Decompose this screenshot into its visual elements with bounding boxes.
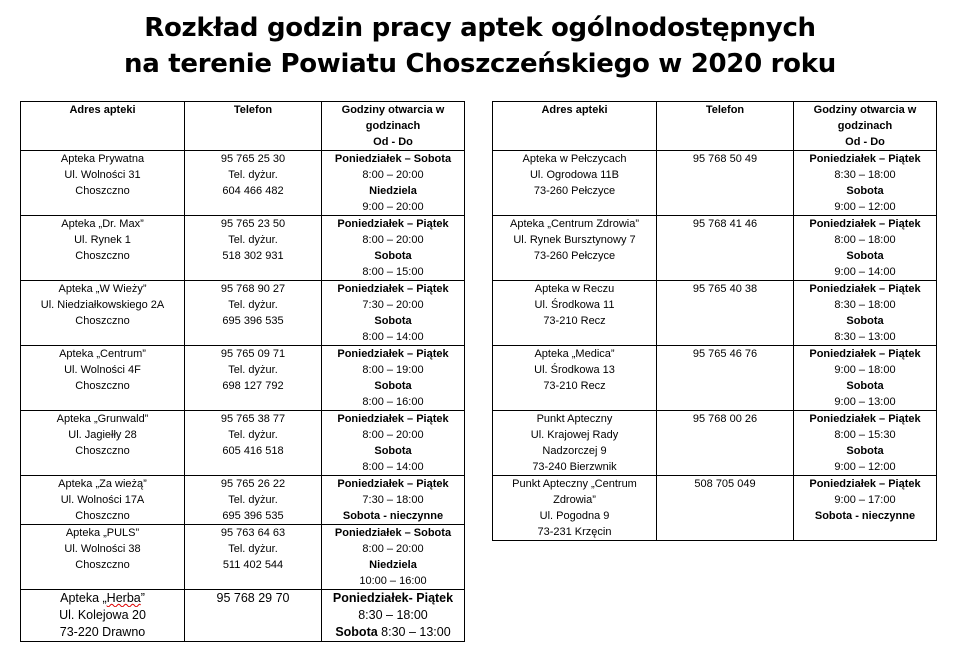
pharmacy-address [21,346,185,411]
hours-line: 8:30 – 18:00 [358,608,428,622]
table-row [21,525,465,590]
address-line: Apteka „Herba” [60,591,145,605]
pharmacy-hours [322,411,465,476]
pharmacy-phone [185,151,322,216]
pharmacy-phone [185,346,322,411]
hours-line: Poniedziałek – Piątek [809,348,921,360]
table-row [21,590,465,642]
address-line: 73-210 Recz [543,315,606,327]
table-row [493,281,937,346]
pharmacy-hours [794,216,937,281]
pharmacy-table-right [492,101,937,541]
pharmacy-address [493,346,657,411]
hours-line: 8:00 – 15:30 [834,429,896,441]
phone-line: 95 768 00 26 [692,413,758,425]
address-line: Ul. Krajowej Rady [530,429,619,441]
hours-line: 8:30 – 13:00 [834,331,896,343]
address-line: Choszczno [75,559,130,571]
phone-line: Tel. dyżur. [228,169,278,181]
pharmacy-phone [185,411,322,476]
address-line: Apteka „PULS” [65,527,140,539]
hours-line: 10:00 – 16:00 [359,575,427,587]
hours-line: Sobota [846,250,884,262]
hours-line: Poniedziałek – Piątek [809,153,921,165]
hours-line: 8:00 – 14:00 [362,461,424,473]
address-line: Apteka w Reczu [534,283,615,295]
phone-line: 605 416 518 [222,445,284,457]
header-hours-line: godzinach [365,120,421,132]
hours-day-label: Sobota [335,625,378,639]
pharmacy-phone [657,346,794,411]
pharmacy-phone [657,476,794,541]
header-hours-line: Od - Do [373,136,413,148]
pharmacy-phone [657,216,794,281]
hours-line: Niedziela [369,559,417,571]
hours-line: 8:00 – 20:00 [362,169,424,181]
phone-line: Tel. dyżur. [228,234,278,246]
header-hours-line: Od - Do [845,136,885,148]
address-line: 73-260 Pełczyce [533,250,616,262]
hours-line: 8:30 – 18:00 [834,299,896,311]
address-line: Ul. Wolności 31 [64,169,141,181]
table-row [493,476,937,541]
hours-line: Sobota [374,445,412,457]
hours-line: 9:00 – 12:00 [834,201,896,213]
phone-line: 95 763 64 63 [220,527,286,539]
table-header-row [21,102,465,151]
phone-line: 95 765 23 50 [220,218,286,230]
table-row [21,281,465,346]
hours-line: 8:00 – 18:00 [834,234,896,246]
phone-line: 95 768 50 49 [692,153,758,165]
hours-line: Poniedziałek – Piątek [337,478,449,490]
phone-line: 695 396 535 [222,315,284,327]
phone-line: 95 765 26 22 [220,478,286,490]
pharmacy-address [493,151,657,216]
pharmacy-phone [657,151,794,216]
hours-line: Sobota [846,185,884,197]
title-line-1: Rozkład godzin pracy aptek ogólnodostępnych [144,13,816,43]
pharmacy-address [493,281,657,346]
phone-line: Tel. dyżur. [228,543,278,555]
header-hours-line: Godziny otwarcia w [813,104,917,116]
pharmacy-hours [322,281,465,346]
pharmacy-phone [185,216,322,281]
table-body-left [21,151,465,642]
table-row [493,151,937,216]
pharmacy-address [493,411,657,476]
hours-line: Sobota [846,315,884,327]
address-line: Nadzorczej 9 [542,445,607,457]
pharmacy-address [21,590,185,642]
header-phone: Telefon [657,102,794,151]
pharmacy-address [21,525,185,590]
address-line: Apteka „Dr. Max” [61,218,144,230]
pharmacy-phone [185,590,322,642]
address-line: Apteka „W Wieży” [58,283,147,295]
hours-line: 8:00 – 20:00 [362,543,424,555]
phone-line: 695 396 535 [222,510,284,522]
hours-line: Sobota - nieczynne [342,510,444,522]
pharmacy-hours [794,411,937,476]
phone-line: Tel. dyżur. [228,494,278,506]
hours-line: Poniedziałek – Piątek [809,478,921,490]
address-line: 73-220 Drawno [59,625,146,639]
pharmacy-table-left [20,101,465,642]
spellcheck-mark: Herba [106,591,141,605]
pharmacy-hours [322,590,465,642]
address-line: Choszczno [75,380,130,392]
hours-line: 9:00 – 17:00 [834,494,896,506]
address-line: Choszczno [75,185,130,197]
table-row [21,411,465,476]
hours-line: Sobota [374,315,412,327]
hours-line: Poniedziałek – Sobota [334,153,452,165]
hours-line: Poniedziałek – Piątek [809,218,921,230]
address-line: 73-240 Bierzwnik [532,461,617,473]
hours-line: Poniedziałek – Piątek [337,218,449,230]
hours-line: Sobota [374,250,412,262]
address-line: Ul. Środkowa 11 [534,299,615,311]
address-line: Ul. Rynek 1 [74,234,131,246]
address-line: Apteka w Pełczycach [522,153,627,165]
hours-line: Sobota [374,380,412,392]
hours-line: 9:00 – 12:00 [834,461,896,473]
page-title [0,10,960,82]
header-hours-line: godzinach [837,120,893,132]
pharmacy-hours [322,151,465,216]
address-line: Punkt Apteczny [536,413,613,425]
phone-line: 95 765 09 71 [220,348,286,360]
phone-line: 95 768 29 70 [216,591,290,605]
address-line: Choszczno [75,445,130,457]
table-row [21,346,465,411]
hours-line: Poniedziałek- Piątek [332,591,454,605]
address-line: 73-260 Pełczyce [533,185,616,197]
phone-line: 95 768 41 46 [692,218,758,230]
pharmacy-address [21,216,185,281]
table-row [21,216,465,281]
table-row [21,476,465,525]
address-line: Ul. Wolności 17A [60,494,145,506]
table-row [493,346,937,411]
address-line: Ul. Ogrodowa 11B [529,169,620,181]
phone-line: 518 302 931 [222,250,284,262]
hours-line: Poniedziałek – Piątek [337,348,449,360]
phone-line: 95 765 38 77 [220,413,286,425]
address-line: Apteka Prywatna [60,153,145,165]
address-line: Ul. Wolności 4F [64,364,141,376]
pharmacy-address [493,476,657,541]
hours-line: 8:00 – 19:00 [362,364,424,376]
hours-line: 8:00 – 20:00 [362,429,424,441]
hours-line: Poniedziałek – Piątek [337,283,449,295]
header-hours-line: Godziny otwarcia w [341,104,445,116]
header-phone: Telefon [185,102,322,151]
hours-line: 9:00 – 20:00 [362,201,424,213]
hours-line: 9:00 – 14:00 [834,266,896,278]
hours-line: 8:30 – 18:00 [834,169,896,181]
pharmacy-address [21,411,185,476]
hours-line: 8:00 – 16:00 [362,396,424,408]
hours-line: Sobota [846,380,884,392]
pharmacy-address [493,216,657,281]
pharmacy-hours [322,525,465,590]
hours-line: Niedziela [369,185,417,197]
address-line: Ul. Pogodna 9 [539,510,610,522]
phone-line: Tel. dyżur. [228,429,278,441]
hours-line: Poniedziałek – Piątek [337,413,449,425]
phone-line: 508 705 049 [694,478,756,490]
hours-line: 8:00 – 14:00 [362,331,424,343]
address-line: Apteka „Medica” [534,348,615,360]
pharmacy-hours [322,216,465,281]
hours-line: 9:00 – 13:00 [834,396,896,408]
address-line: Ul. Wolności 38 [64,543,141,555]
pharmacy-hours [794,281,937,346]
address-line: Zdrowia” [553,494,596,506]
address-line: Punkt Apteczny „Centrum [512,478,637,490]
hours-line: 8:00 – 15:00 [362,266,424,278]
hours-line: Sobota - nieczynne [814,510,916,522]
table-row [21,151,465,216]
pharmacy-phone [657,411,794,476]
address-line: Apteka „Za wieżą” [58,478,147,490]
hours-line: 7:30 – 20:00 [362,299,424,311]
pharmacy-address [21,476,185,525]
address-line: 73-231 Krzęcin [537,526,612,538]
pharmacy-address [21,151,185,216]
hours-line: 9:00 – 18:00 [834,364,896,376]
address-line: Choszczno [75,510,130,522]
pharmacy-phone [185,281,322,346]
address-line: Choszczno [75,315,130,327]
hours-line: Poniedziałek – Sobota [334,527,452,539]
pharmacy-hours [322,346,465,411]
header-hours [794,102,937,151]
hours-line: Sobota 8:30 – 13:00 [335,625,451,639]
phone-line: Tel. dyżur. [228,364,278,376]
phone-line: 95 765 40 38 [692,283,758,295]
pharmacy-phone [185,476,322,525]
table-body-right [493,151,937,541]
pharmacy-hours [794,476,937,541]
pharmacy-hours [794,346,937,411]
pharmacy-phone [185,525,322,590]
address-line: Apteka „Grunwald” [56,413,149,425]
address-line: Choszczno [75,250,130,262]
address-line: Ul. Rynek Bursztynowy 7 [513,234,636,246]
hours-line: 8:00 – 20:00 [362,234,424,246]
hours-line: Poniedziałek – Piątek [809,413,921,425]
phone-line: 698 127 792 [222,380,284,392]
address-line: Ul. Niedziałkowskiego 2A [40,299,165,311]
hours-line: Poniedziałek – Piątek [809,283,921,295]
phone-line: Tel. dyżur. [228,299,278,311]
pharmacy-hours [322,476,465,525]
address-line: 73-210 Recz [543,380,606,392]
header-address: Adres apteki [21,102,185,151]
hours-line: Sobota [846,445,884,457]
pharmacy-hours [794,151,937,216]
phone-line: 604 466 482 [222,185,284,197]
phone-line: 95 768 90 27 [220,283,286,295]
hours-line: 7:30 – 18:00 [362,494,424,506]
address-line: Ul. Jagiełły 28 [68,429,137,441]
title-line-2: na terenie Powiatu Choszczeńskiego w 2020 roku [124,49,836,79]
address-line: Ul. Kolejowa 20 [59,608,146,622]
address-line: Apteka „Centrum” [59,348,146,360]
phone-line: 95 765 25 30 [220,153,286,165]
pharmacy-address [21,281,185,346]
table-row [493,216,937,281]
address-line: Apteka „Centrum Zdrowia” [510,218,639,230]
header-hours [322,102,465,151]
phone-line: 95 765 46 76 [692,348,758,360]
table-header-row [493,102,937,151]
table-row [493,411,937,476]
phone-line: 511 402 544 [222,559,284,571]
pharmacy-phone [657,281,794,346]
address-line: Ul. Środkowa 13 [534,364,615,376]
header-address: Adres apteki [493,102,657,151]
